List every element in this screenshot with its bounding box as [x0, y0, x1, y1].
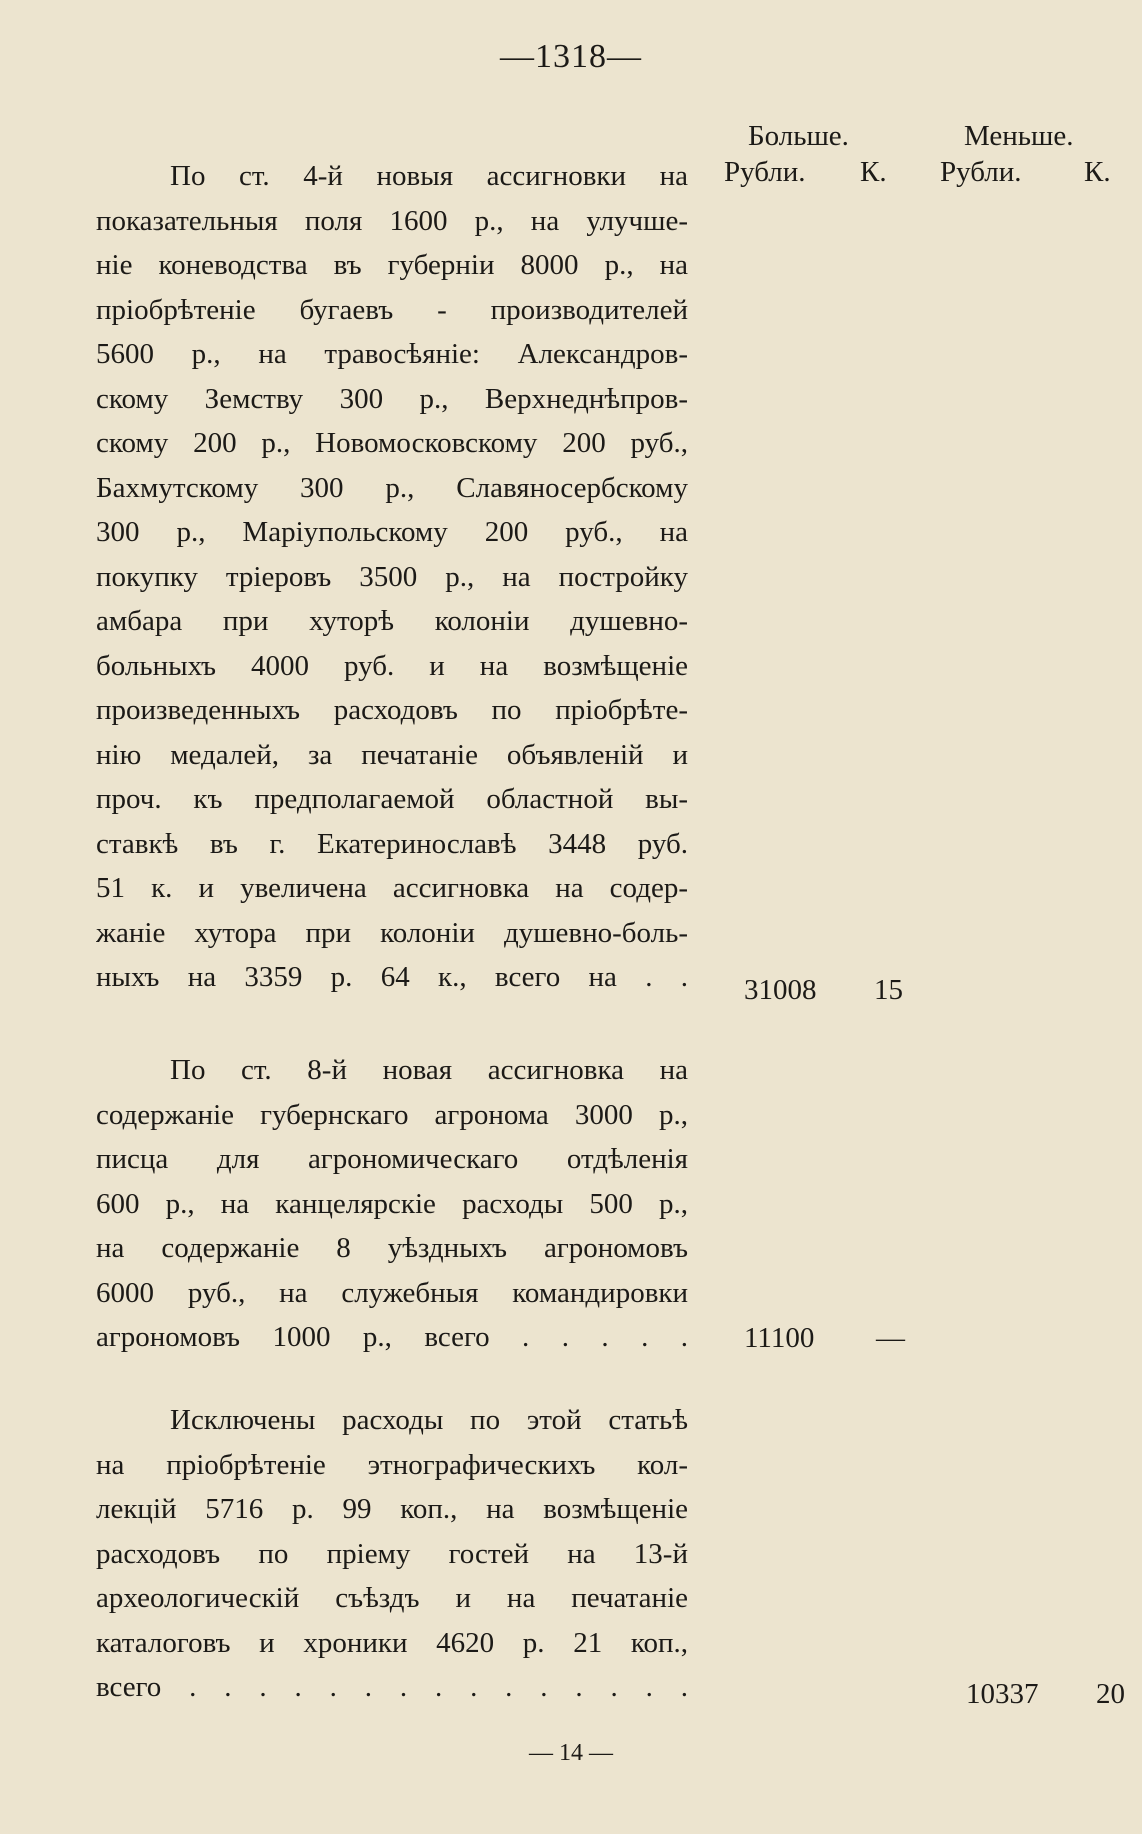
- paragraph-1-rubles: 31008: [744, 974, 817, 1006]
- paragraph-line: расходовъ по пріему гостей на 13-й: [96, 1537, 688, 1570]
- paragraph-line: Исключены расходы по этой статьѣ: [170, 1404, 688, 1436]
- paragraph-line: ставкѣ въ г. Екатеринославѣ 3448 руб.: [96, 827, 688, 860]
- paragraph-line: нію медалей, за печатаніе объявленій и: [96, 738, 688, 771]
- paragraph-line: 300 р., Маріупольскому 200 руб., на: [96, 516, 688, 548]
- paragraph-3-rubles: 10337: [966, 1678, 1039, 1710]
- paragraph-line: всего . . . . . . . . . . . . . . .: [96, 1671, 688, 1703]
- paragraph-line: жаніе хутора при колоніи душевно-боль-: [96, 916, 688, 949]
- paragraph-1-kop: 15: [874, 974, 903, 1006]
- header-kop-more: К.: [860, 156, 887, 188]
- paragraph-line: показательныя поля 1600 р., на улучше-: [96, 204, 688, 237]
- paragraph-line: археологическій съѣздъ и на печатаніе: [96, 1582, 688, 1614]
- paragraph-2-kop: —: [876, 1322, 905, 1354]
- header-less: Меньше.: [964, 120, 1074, 152]
- paragraph-line: амбара при хуторѣ колоніи душевно-: [96, 605, 688, 637]
- header-rubles-less: Рубли.: [940, 156, 1022, 188]
- page-number: —1318—: [500, 38, 642, 75]
- paragraph-line: содержаніе губернскаго агронома 3000 р.,: [96, 1098, 688, 1131]
- paragraph-1: [96, 154, 688, 1000]
- paragraph-line: Бахмутскому 300 р., Славяносербскому: [96, 471, 688, 504]
- paragraph-line: произведенныхъ расходовъ по пріобрѣте-: [96, 694, 688, 726]
- paragraph-line: агрономовъ 1000 р., всего . . . . .: [96, 1321, 688, 1353]
- paragraph-line: на содержаніе 8 уѣздныхъ агрономовъ: [96, 1232, 688, 1264]
- paragraph-line: лекцій 5716 р. 99 коп., на возмѣщеніе: [96, 1493, 688, 1525]
- paragraph-line: пріобрѣтеніе бугаевъ - производителей: [96, 293, 688, 326]
- paragraph-2-rubles: 11100: [744, 1322, 815, 1354]
- paragraph-line: ныхъ на 3359 р. 64 к., всего на . .: [96, 961, 688, 993]
- paragraph-3-kop: 20: [1096, 1678, 1125, 1710]
- header-rubles-more: Рубли.: [724, 156, 806, 188]
- paragraph-3: [96, 1398, 688, 1710]
- paragraph-line: 6000 руб., на служебныя командировки: [96, 1276, 688, 1309]
- paragraph-line: По ст. 4-й новыя ассигновки на: [170, 160, 688, 192]
- header-more: Больше.: [748, 120, 849, 152]
- paragraph-line: ніе коневодства въ губерніи 8000 р., на: [96, 249, 688, 281]
- footer-page-number: — 14 —: [529, 1740, 613, 1766]
- paragraph-line: 5600 р., на травосѣяніе: Александров-: [96, 338, 688, 370]
- paragraph-2: [96, 1048, 688, 1360]
- paragraph-line: больныхъ 4000 руб. и на возмѣщеніе: [96, 649, 688, 682]
- paragraph-line: скому 200 р., Новомосковскому 200 руб.,: [96, 427, 688, 459]
- paragraph-line: проч. къ предполагаемой областной вы-: [96, 783, 688, 815]
- paragraph-line: писца для агрономическаго отдѣленія: [96, 1143, 688, 1175]
- header-kop-less: К.: [1084, 156, 1111, 188]
- paragraph-line: 51 к. и увеличена ассигновка на содер-: [96, 872, 688, 904]
- paragraph-line: 600 р., на канцелярскіе расходы 500 р.,: [96, 1187, 688, 1220]
- paragraph-line: По ст. 8-й новая ассигновка на: [170, 1054, 688, 1086]
- paragraph-line: покупку тріеровъ 3500 р., на постройку: [96, 560, 688, 593]
- paragraph-line: каталоговъ и хроники 4620 р. 21 коп.,: [96, 1626, 688, 1659]
- paragraph-line: скому Земству 300 р., Верхнеднѣпров-: [96, 382, 688, 415]
- paragraph-line: на пріобрѣтеніе этнографическихъ кол-: [96, 1448, 688, 1481]
